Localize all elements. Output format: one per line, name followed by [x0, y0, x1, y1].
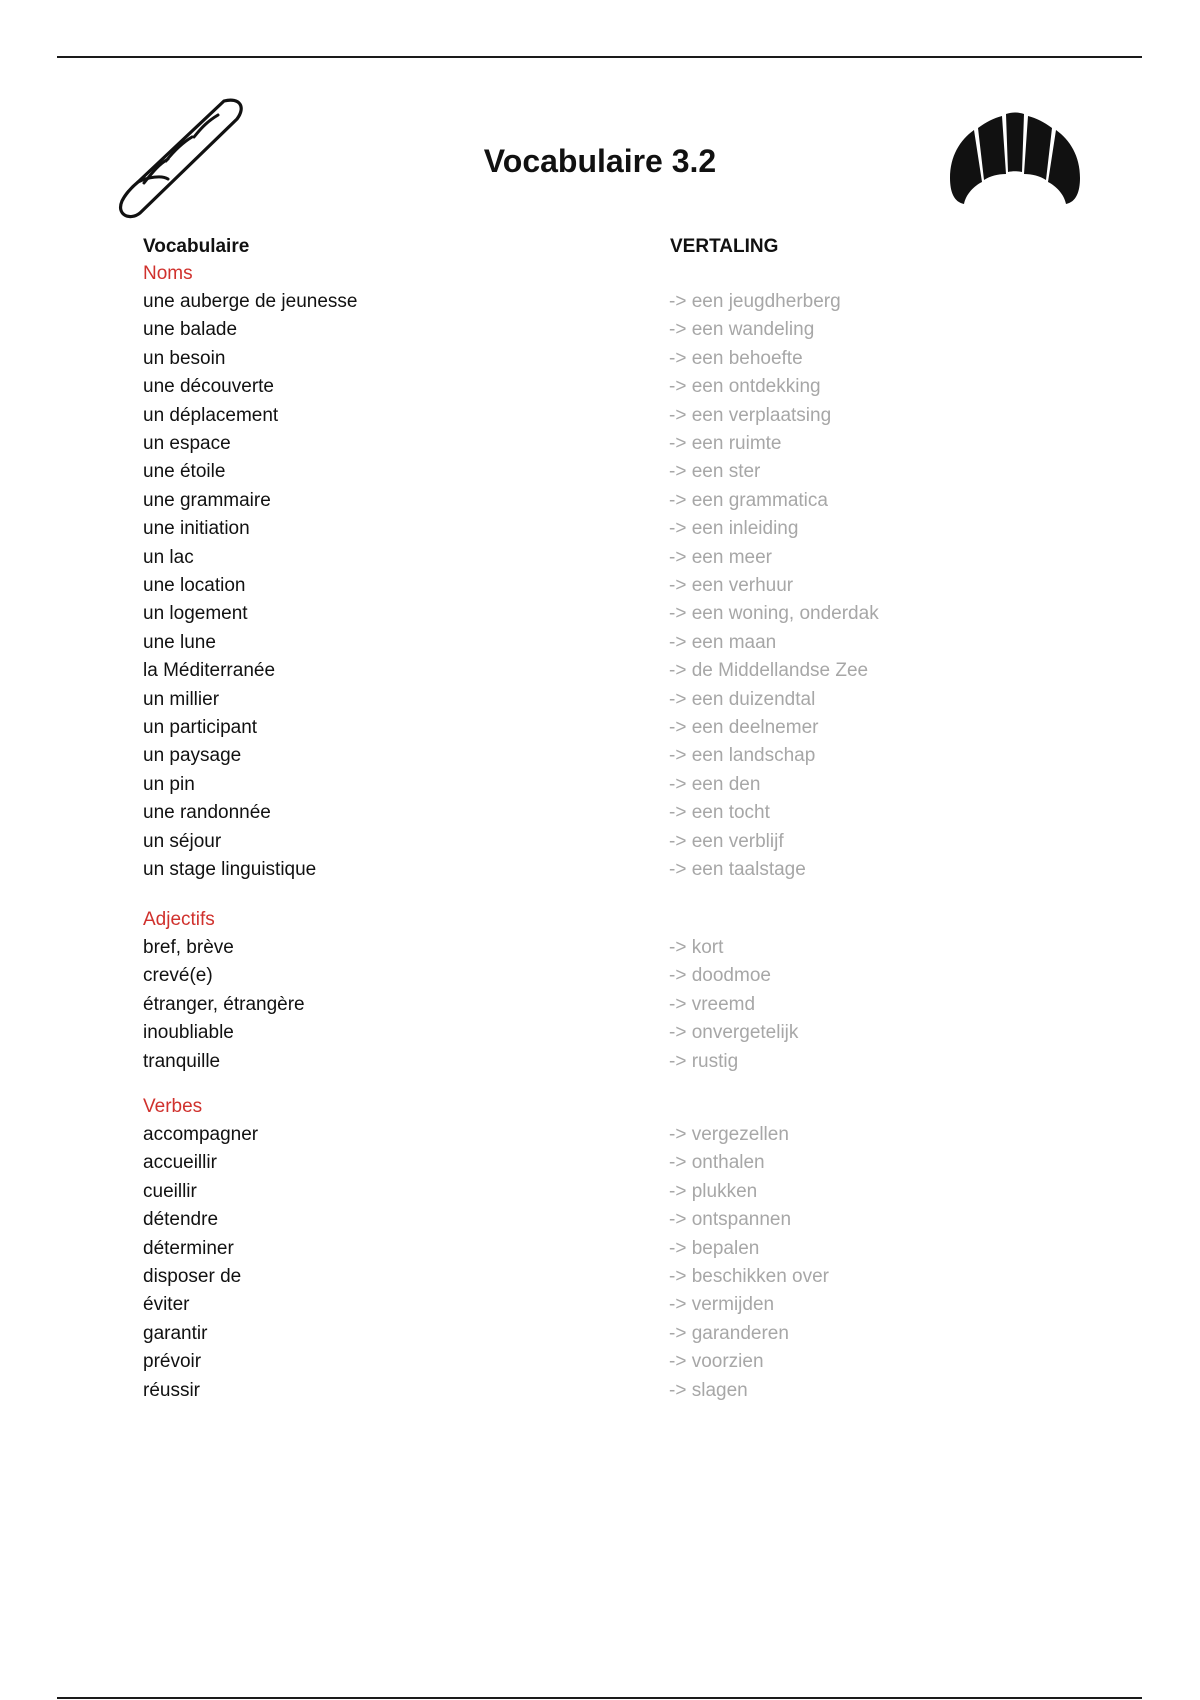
- arrow-marker: ->: [669, 631, 687, 653]
- vocab-row: [0, 348, 1200, 376]
- vocab-row: [0, 1294, 1200, 1322]
- translation-text: vreemd: [691, 993, 756, 1015]
- column-header-vocabulaire: Vocabulaire: [143, 236, 250, 257]
- translation-text: ontspannen: [691, 1209, 792, 1231]
- arrow-marker: ->: [669, 1209, 687, 1231]
- translation-text: een taalstage: [691, 859, 806, 880]
- dutch-translation: [669, 1294, 774, 1316]
- translation-text: een landschap: [691, 745, 816, 767]
- translation-text: een deelnemer: [691, 717, 819, 738]
- translation-text: een jeugdherberg: [691, 291, 841, 312]
- french-term: réussir: [143, 1379, 201, 1401]
- dutch-translation: [669, 1152, 765, 1174]
- translation-text: kort: [691, 937, 724, 958]
- french-term: une initiation: [143, 518, 250, 540]
- arrow-marker: ->: [669, 546, 687, 568]
- french-term: un besoin: [143, 347, 226, 369]
- arrow-marker: ->: [669, 1152, 687, 1174]
- arrow-marker: ->: [669, 1379, 687, 1401]
- translation-text: een meer: [691, 546, 772, 568]
- french-term: un lac: [143, 546, 194, 568]
- translation-text: een ontdekking: [691, 376, 821, 398]
- french-term: une étoile: [143, 461, 226, 483]
- translation-text: een verhuur: [691, 575, 794, 596]
- section-title-adjectifs: Adjectifs: [143, 909, 215, 930]
- vocab-row: [0, 859, 1200, 887]
- french-term: détendre: [143, 1209, 219, 1231]
- translation-text: een duizendtal: [691, 688, 816, 710]
- column-header-vertaling: VERTALING: [670, 236, 779, 257]
- vocab-row: [0, 1181, 1200, 1209]
- french-term: un participant: [143, 717, 258, 738]
- french-term: tranquille: [143, 1050, 221, 1072]
- dutch-translation: [669, 859, 806, 881]
- french-term: un espace: [143, 433, 231, 454]
- arrow-marker: ->: [669, 745, 687, 767]
- arrow-marker: ->: [669, 1050, 687, 1072]
- dutch-translation: [669, 348, 803, 370]
- translation-text: een woning, onderdak: [691, 603, 879, 625]
- vocab-row: [0, 490, 1200, 518]
- dutch-translation: [669, 291, 841, 313]
- arrow-marker: ->: [669, 1237, 687, 1259]
- french-term: une auberge de jeunesse: [143, 291, 358, 312]
- french-term: un paysage: [143, 745, 242, 767]
- dutch-translation: [669, 405, 831, 427]
- vocab-row: [0, 603, 1200, 631]
- translation-text: een verblijf: [691, 830, 784, 852]
- arrow-marker: ->: [669, 859, 687, 880]
- dutch-translation: [669, 831, 784, 853]
- arrow-marker: ->: [669, 603, 687, 625]
- translation-text: een behoefte: [691, 347, 803, 369]
- vocab-row: [0, 774, 1200, 802]
- translation-text: een wandeling: [691, 319, 815, 341]
- dutch-translation: [669, 1051, 738, 1073]
- french-term: une grammaire: [143, 489, 271, 511]
- arrow-marker: ->: [669, 660, 687, 682]
- arrow-marker: ->: [669, 1351, 687, 1373]
- vocab-row: [0, 831, 1200, 859]
- dutch-translation: [669, 547, 772, 569]
- arrow-marker: ->: [669, 830, 687, 852]
- arrow-marker: ->: [669, 1294, 687, 1316]
- french-term: disposer de: [143, 1266, 242, 1287]
- dutch-translation: [669, 1266, 829, 1288]
- arrow-marker: ->: [669, 965, 687, 987]
- translation-text: vergezellen: [691, 1124, 789, 1145]
- dutch-translation: [669, 575, 793, 597]
- arrow-marker: ->: [669, 575, 687, 596]
- dutch-translation: [669, 518, 798, 540]
- vocab-row: [0, 802, 1200, 830]
- section-title-noms: Noms: [143, 263, 193, 284]
- dutch-translation: [669, 461, 760, 483]
- dutch-translation: [669, 965, 771, 987]
- vocab-row: [0, 745, 1200, 773]
- arrow-marker: ->: [669, 461, 687, 483]
- arrow-marker: ->: [669, 1124, 687, 1145]
- vocab-row: [0, 689, 1200, 717]
- arrow-marker: ->: [669, 518, 687, 540]
- french-term: un logement: [143, 603, 248, 625]
- dutch-translation: [669, 319, 814, 341]
- dutch-translation: [669, 745, 815, 767]
- french-term: une découverte: [143, 376, 274, 398]
- dutch-translation: [669, 1238, 759, 1260]
- french-term: bref, brève: [143, 937, 234, 958]
- dutch-translation: [669, 433, 782, 455]
- french-term: accompagner: [143, 1124, 259, 1145]
- french-term: éviter: [143, 1294, 190, 1316]
- dutch-translation: [669, 994, 755, 1016]
- dutch-translation: [669, 802, 770, 824]
- page-title: Vocabulaire 3.2: [483, 143, 717, 179]
- vocab-row: [0, 405, 1200, 433]
- arrow-marker: ->: [669, 802, 687, 824]
- vocab-row: [0, 937, 1200, 965]
- arrow-marker: ->: [669, 291, 687, 312]
- bottom-rule: [57, 1697, 1142, 1699]
- vocab-row: [0, 965, 1200, 993]
- french-term: un stage linguistique: [143, 859, 317, 880]
- french-term: un déplacement: [143, 404, 279, 426]
- translation-text: onvergetelijk: [691, 1022, 799, 1044]
- dutch-translation: [669, 937, 723, 959]
- translation-text: een maan: [691, 631, 777, 653]
- french-term: accueillir: [143, 1152, 217, 1174]
- arrow-marker: ->: [669, 993, 687, 1015]
- section-title-verbes: Verbes: [143, 1096, 203, 1117]
- french-term: inoubliable: [143, 1022, 234, 1044]
- dutch-translation: [669, 632, 776, 654]
- translation-text: rustig: [691, 1050, 739, 1072]
- vocab-row: [0, 1209, 1200, 1237]
- dutch-translation: [669, 603, 879, 625]
- vocab-row: [0, 1124, 1200, 1152]
- dutch-translation: [669, 1124, 789, 1146]
- vocab-row: [0, 518, 1200, 546]
- arrow-marker: ->: [669, 937, 687, 958]
- vocab-row: [0, 1022, 1200, 1050]
- vocab-row: [0, 1051, 1200, 1079]
- french-term: une location: [143, 575, 246, 596]
- translation-text: een tocht: [691, 802, 770, 824]
- arrow-marker: ->: [669, 376, 687, 398]
- dutch-translation: [669, 490, 828, 512]
- french-term: une randonnée: [143, 802, 271, 824]
- translation-text: een ruimte: [691, 433, 782, 454]
- vocab-row: [0, 1266, 1200, 1294]
- arrow-marker: ->: [669, 1180, 687, 1202]
- vocab-row: [0, 1380, 1200, 1408]
- vocab-row: [0, 1323, 1200, 1351]
- french-term: garantir: [143, 1322, 208, 1344]
- vocab-row: [0, 575, 1200, 603]
- arrow-marker: ->: [669, 433, 687, 454]
- dutch-translation: [669, 376, 821, 398]
- translation-text: doodmoe: [691, 965, 771, 987]
- french-term: prévoir: [143, 1351, 202, 1373]
- translation-text: onthalen: [691, 1152, 765, 1174]
- dutch-translation: [669, 1209, 791, 1231]
- vocab-row: [0, 1351, 1200, 1379]
- translation-text: beschikken over: [691, 1266, 830, 1287]
- vocab-row: [0, 433, 1200, 461]
- arrow-marker: ->: [669, 347, 687, 369]
- vocab-row: [0, 717, 1200, 745]
- vocab-row: [0, 376, 1200, 404]
- arrow-marker: ->: [669, 319, 687, 341]
- croissant-icon: [948, 108, 1082, 210]
- translation-text: een verplaatsing: [691, 404, 832, 426]
- dutch-translation: [669, 1351, 764, 1373]
- vocab-row: [0, 547, 1200, 575]
- vocab-row: [0, 1238, 1200, 1266]
- french-term: la Méditerranée: [143, 660, 276, 682]
- vocab-row: [0, 632, 1200, 660]
- dutch-translation: [669, 717, 818, 739]
- french-term: une balade: [143, 319, 238, 341]
- arrow-marker: ->: [669, 489, 687, 511]
- dutch-translation: [669, 1323, 789, 1345]
- arrow-marker: ->: [669, 1322, 687, 1344]
- arrow-marker: ->: [669, 404, 687, 426]
- dutch-translation: [669, 1380, 748, 1402]
- vocab-row: [0, 291, 1200, 319]
- dutch-translation: [669, 689, 815, 711]
- arrow-marker: ->: [669, 1266, 687, 1287]
- translation-text: de Middellandse Zee: [691, 660, 869, 682]
- dutch-translation: [669, 660, 868, 682]
- french-term: cueillir: [143, 1180, 197, 1202]
- vocab-row: [0, 319, 1200, 347]
- translation-text: plukken: [691, 1180, 758, 1202]
- translation-text: een den: [691, 773, 761, 795]
- translation-text: bepalen: [691, 1237, 760, 1259]
- french-term: un pin: [143, 773, 195, 795]
- vocab-row: [0, 1152, 1200, 1180]
- top-rule: [57, 56, 1142, 58]
- translation-text: vermijden: [691, 1294, 775, 1316]
- arrow-marker: ->: [669, 717, 687, 738]
- translation-text: slagen: [691, 1379, 748, 1401]
- dutch-translation: [669, 1181, 757, 1203]
- french-term: déterminer: [143, 1237, 234, 1259]
- translation-text: een grammatica: [691, 489, 828, 511]
- french-term: une lune: [143, 631, 216, 653]
- translation-text: een ster: [691, 461, 761, 483]
- translation-text: voorzien: [691, 1351, 764, 1373]
- french-term: un séjour: [143, 830, 222, 852]
- dutch-translation: [669, 1022, 798, 1044]
- french-term: un millier: [143, 688, 220, 710]
- french-term: crevé(e): [143, 965, 213, 987]
- arrow-marker: ->: [669, 1022, 687, 1044]
- vocab-row: [0, 994, 1200, 1022]
- dutch-translation: [669, 774, 760, 796]
- translation-text: een inleiding: [691, 518, 799, 540]
- arrow-marker: ->: [669, 773, 687, 795]
- french-term: étranger, étrangère: [143, 993, 305, 1015]
- arrow-marker: ->: [669, 688, 687, 710]
- vocab-row: [0, 461, 1200, 489]
- translation-text: garanderen: [691, 1322, 789, 1344]
- vocab-row: [0, 660, 1200, 688]
